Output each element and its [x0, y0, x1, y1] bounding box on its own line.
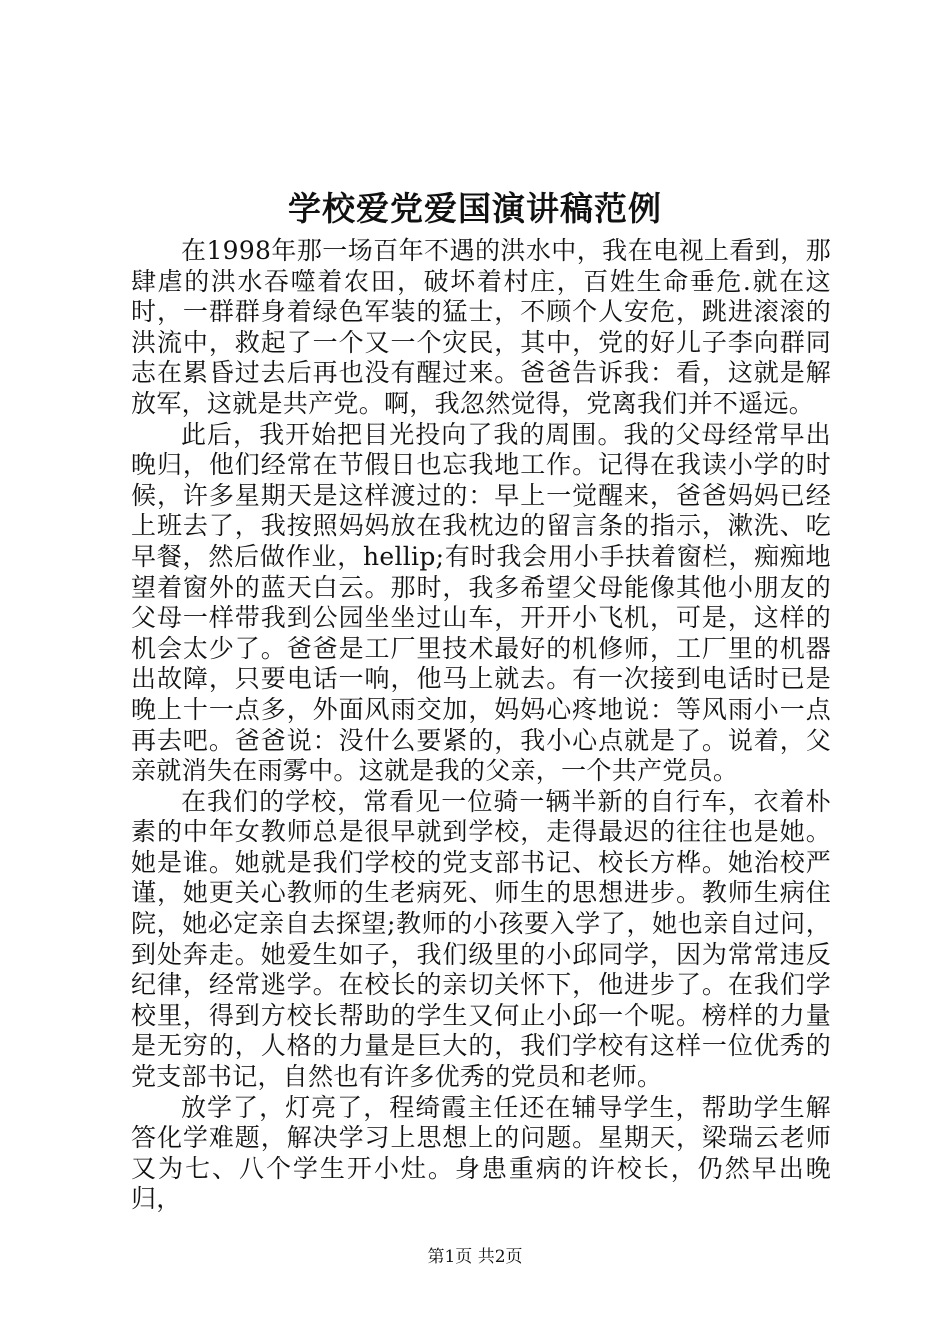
document-body — [131, 236, 831, 1236]
paragraph-4: 放学了，灯亮了，程绮霞主任还在辅导学生，帮助学生解答化学难题，解决学习上思想上的问题。星期天，梁瑞云老师又为七、八个学生开小灶。身患重病的许校长，仍然早出晚归， — [131, 1092, 831, 1214]
page-footer: 第1页 共2页 — [427, 1247, 523, 1267]
paragraph-3: 在我们的学校，常看见一位骑一辆半新的自行车，衣着朴素的中年女教师总是很早就到学校，走得最迟的往往也是她。她是谁。她就是我们学校的党支部书记、校长方桦。她治校严谨，她更关心教师的生老病死、师生的思想进步。教师生病住院，她必定亲自去探望;教师的小孩要入学了，她也亲自过问，到处奔走。她爱生如子，我们级里的小邱同学，因为常常违反纪律，经常逃学。在校长的亲切关怀下，他进步了。在我们学校里，得到方校长帮助的学生又何止小邱一个呢。榜样的力量是无穷的，人格的力量是巨大的，我们学校有这样一位优秀的党支部书记，自然也有许多优秀的党员和老师。 — [131, 786, 831, 1092]
paragraph-2: 此后，我开始把目光投向了我的周围。我的父母经常早出晚归，他们经常在节假日也忘我地工作。记得在我读小学的时候，许多星期天是这样渡过的：早上一觉醒来，爸爸妈妈已经上班去了，我按照妈妈放在我枕边的留言条的指示，漱洗、吃早餐，然后做作业，hellip;有时我会用小手扶着窗栏，痴痴地望着窗外的蓝天白云。那时，我多希望父母能像其他小朋友的父母一样带我到公园坐坐过山车，开开小飞机，可是，这样的机会太少了。爸爸是工厂里技术最好的机修师，工厂里的机器出故障，只要电话一响，他马上就去。有一次接到电话时已是晚上十一点多，外面风雨交加，妈妈心疼地说：等风雨小一点再去吧。爸爸说：没什么要紧的，我小心点就是了。说着，父亲就消失在雨雾中。这就是我的父亲，一个共产党员。 — [131, 419, 831, 786]
document-title: 学校爱党爱国演讲稿范例 — [288, 189, 662, 228]
paragraph-1: 在1998年那一场百年不遇的洪水中，我在电视上看到，那肆虐的洪水吞噬着农田，破坏着村庄，百姓生命垂危.就在这时，一群群身着绿色军装的猛士，不顾个人安危，跳进滚滚的洪流中，救起了一个又一个灾民，其中，党的好儿子李向群同志在累昏过去后再也没有醒过来。爸爸告诉我：看，这就是解放军，这就是共产党。啊，我忽然觉得，党离我们并不遥远。 — [131, 236, 831, 418]
